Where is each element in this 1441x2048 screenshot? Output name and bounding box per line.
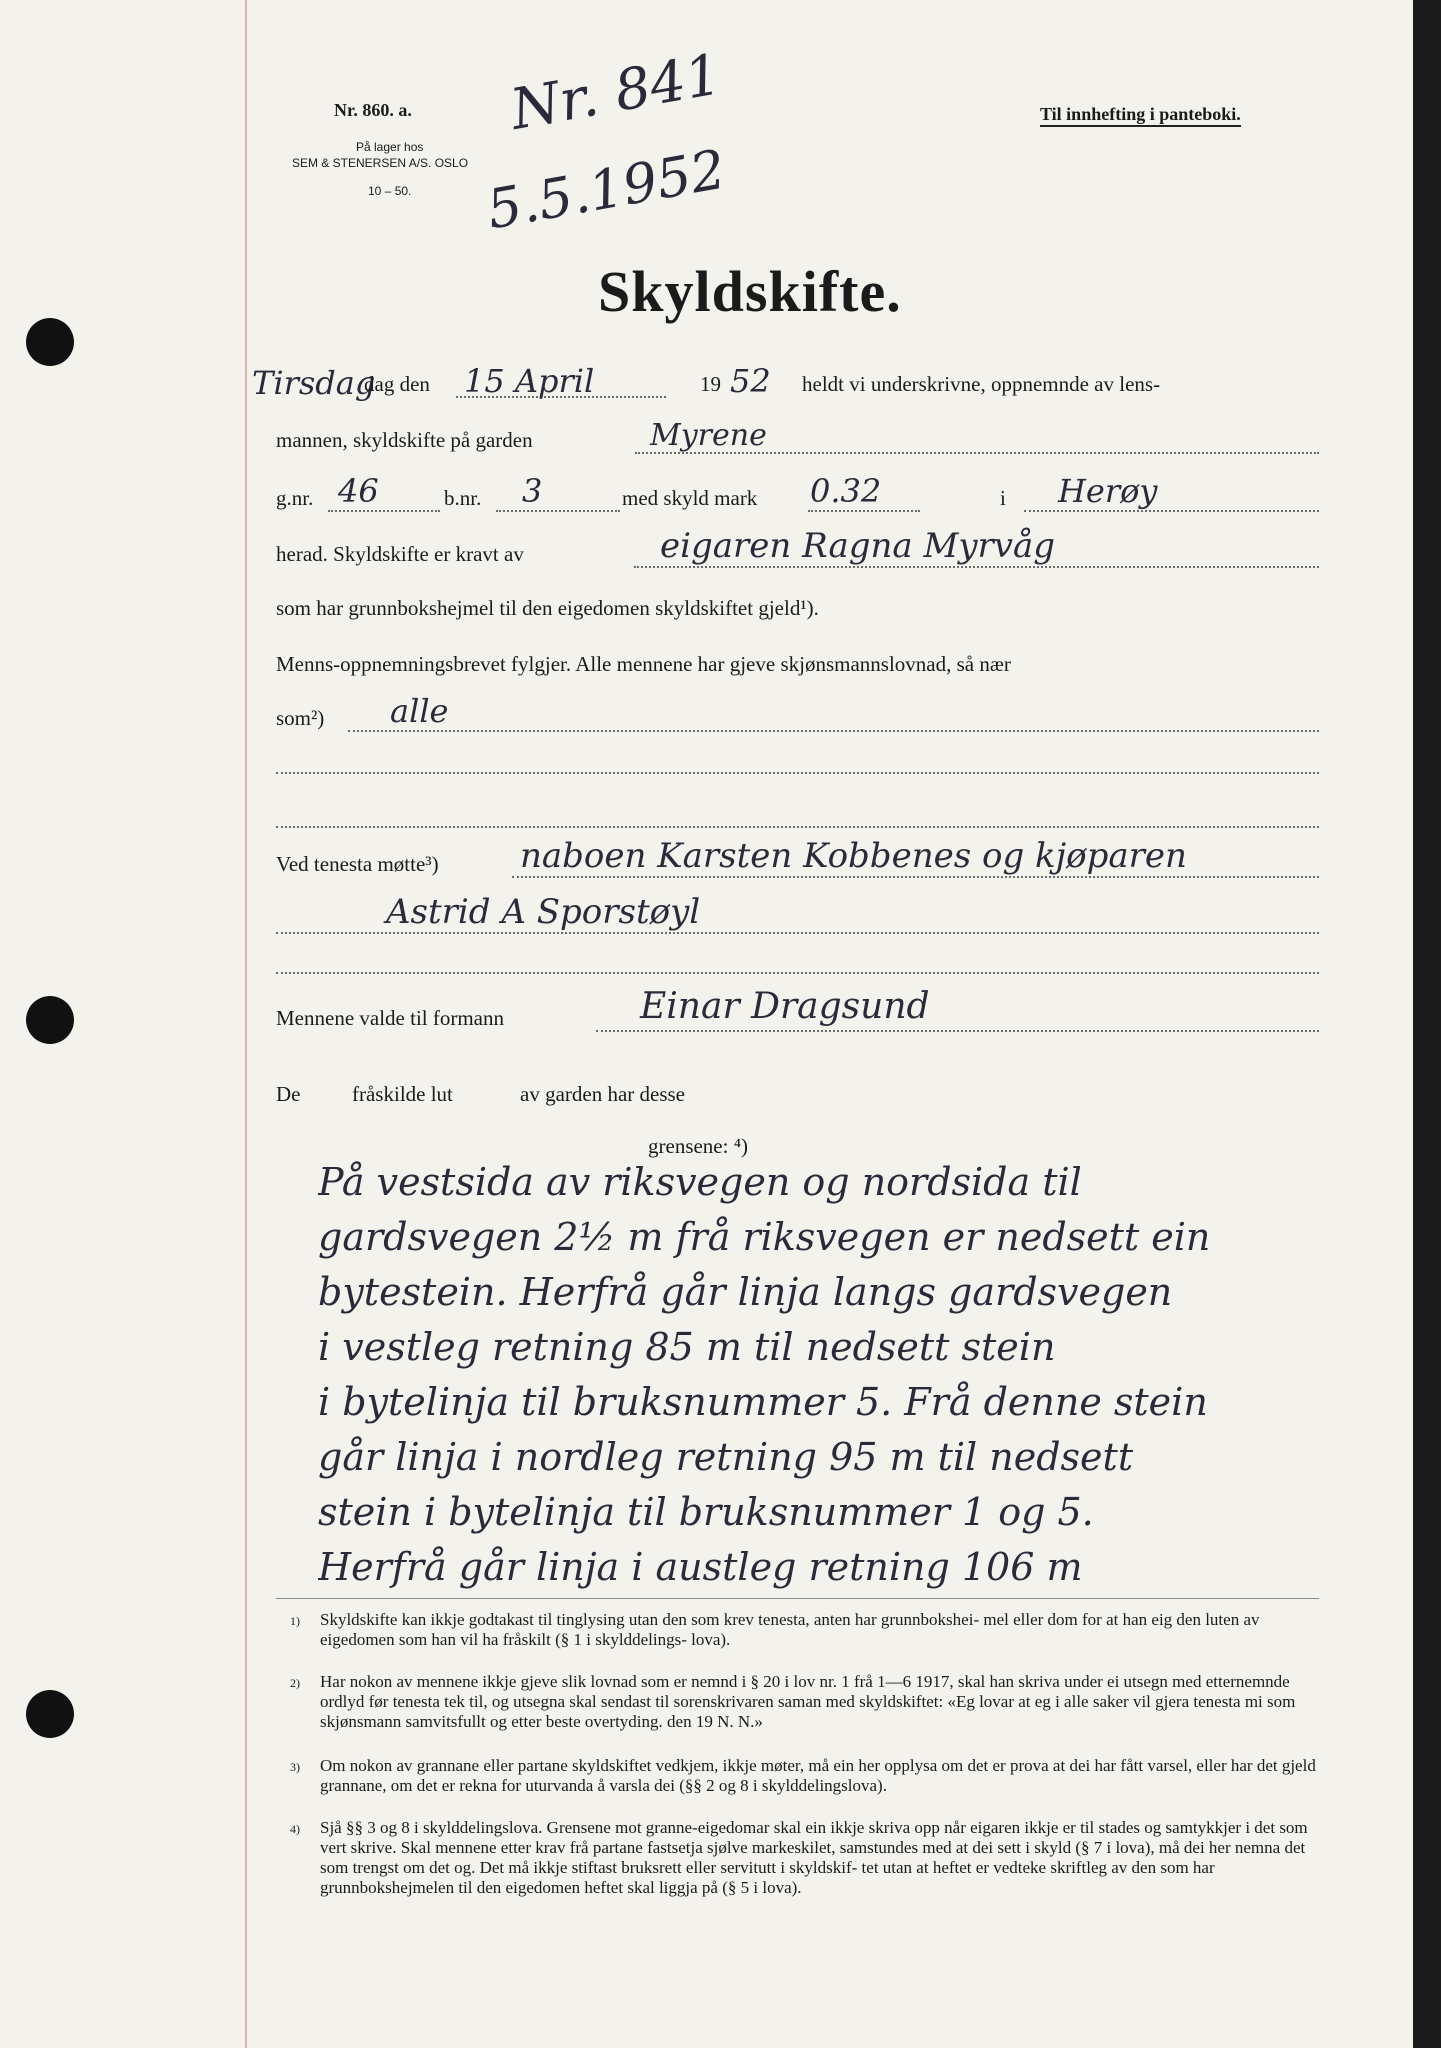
year-hand: 52 xyxy=(730,362,771,400)
boundary-line: i bytelinja til bruksnummer 5. Frå denne stein xyxy=(318,1380,1208,1424)
gnr-hand: 46 xyxy=(338,472,379,510)
publisher-line: 10 – 50. xyxy=(368,184,412,198)
line9-text: Mennene valde til formann xyxy=(276,1006,505,1030)
farm-hand: Myrene xyxy=(650,418,767,453)
place-hand: Herøy xyxy=(1058,472,1158,510)
line10-rest: av garden har desse xyxy=(520,1082,686,1106)
line5-text: som har grunnbokshejmel til den eigedomen skyldskiftet gjeld¹). xyxy=(276,596,819,620)
boundary-line: bytestein. Herfrå går linja langs gardsvegen xyxy=(318,1270,1173,1314)
line2-text: mannen, skyldskifte på garden xyxy=(276,428,533,452)
label-skyld: med skyld mark xyxy=(622,486,758,510)
label-bnr: b.nr. xyxy=(444,486,482,510)
label-i: i xyxy=(1000,486,1006,510)
line4-text: herad. Skyldskifte er kravt av xyxy=(276,542,524,566)
punch-hole xyxy=(26,996,74,1044)
chairman-hand: Einar Dragsund xyxy=(640,986,930,1027)
bnr-hand: 3 xyxy=(522,472,543,510)
footnote-mark: 2) xyxy=(290,1676,300,1690)
boundary-line: går linja i nordleg retning 95 m til nedsett xyxy=(318,1435,1134,1479)
boundary-line: stein i bytelinja til bruksnummer 1 og 5. xyxy=(318,1490,1094,1534)
footnote-3: Om nokon av grannane eller partane skyldskiftet vedkjem, ikkje møter, må ein her opplysa om det er prova at dei har fått varsel, eller har det gjeld grannane, om det er rekna for uturvanda å varsla dei (§§ 2 og 8 i skylddelingslova). xyxy=(320,1756,1316,1795)
line11-text: grensene: ⁴) xyxy=(648,1134,749,1158)
weekday-hand: Tirsdag xyxy=(252,364,376,402)
margin-line xyxy=(245,0,247,2048)
footnote-2: Har nokon av mennene ikkje gjeve slik lovnad som er nemnd i § 20 i lov nr. 1 frå 1—6 1917, skal han skriva under ei utsegn med etternemnde ordlyd før tenesta tek til, og utsegna skal sendast til sorenskrivaren saman med skyldskiftet: «Eg lovar at eg i alle saker vil gjera tenesta mi som skjønsmann samvitsfullt og etter beste overtyding. den 19 N. N.» xyxy=(320,1672,1296,1731)
line7-text: som²) xyxy=(276,706,325,730)
footnote-4: Sjå §§ 3 og 8 i skylddelingslova. Grensene mot granne-eigedomar skal ein ikkje skriva opp når eigaren ikkje er til stades og samtykkjer i det som vert skrive. Skal mennene etter krav frå partane fastsetja sjølve markeskilet, samstundes med at dei sett i skyld (§ 7 i lova), må dei her nemna det som trengst om det og. Det må ikkje stiftast bruksrett eller servitutt i skyldskif- tet utan at heftet er vedteke skriftleg av den som har grunnbokshejmelen til den eigedomen heftet skal liggja på (§ 5 i lova). xyxy=(320,1818,1308,1897)
form-number: Nr. 860. a. xyxy=(334,100,412,120)
label-lut: fråskilde lut xyxy=(352,1082,453,1106)
boundary-line: På vestsida av riksvegen og nordsida til xyxy=(318,1160,1082,1204)
requester-hand: eigaren Ragna Myrvåg xyxy=(660,526,1056,566)
skyld-hand: 0.32 xyxy=(810,472,882,510)
boundary-line: Herfrå går linja i austleg retning 106 m xyxy=(318,1545,1083,1589)
publisher-line: På lager hos xyxy=(356,140,424,154)
date-hand: 15 April xyxy=(464,362,595,400)
line8-hand1: naboen Karsten Kobbenes og kjøparen xyxy=(520,836,1187,876)
footnote-mark: 4) xyxy=(290,1822,300,1836)
footnote-1: Skyldskifte kan ikkje godtakast til tinglysing utan den som krev tenesta, anten har grunnbokshei- mel eller dom for at han eig den luten av eigedomen som han vil ha fråskilt (§ 1 i skylddelings- lova). xyxy=(320,1610,1260,1649)
registration-date: 5.5.1952 xyxy=(482,137,731,242)
scan-edge xyxy=(1413,0,1441,2048)
punch-hole xyxy=(26,318,74,366)
label-de: De xyxy=(276,1082,301,1106)
footnote-mark: 3) xyxy=(290,1760,300,1774)
line6-text: Menns-oppnemningsbrevet fylgjer. Alle mennene har gjeve skjønsmannslovnad, så nær xyxy=(276,652,1011,676)
label-19: 19 xyxy=(700,372,721,396)
line8-text: Ved tenesta møtte³) xyxy=(276,852,439,876)
label-dag: dag den xyxy=(364,372,430,396)
page-title: Skyldskifte. xyxy=(598,259,902,324)
label-gnr: g.nr. xyxy=(276,486,314,510)
boundary-line: i vestleg retning 85 m til nedsett stein xyxy=(318,1325,1056,1369)
registration-number: Nr. 841 xyxy=(505,42,727,143)
line1-rest: heldt vi underskrivne, oppnemnde av lens- xyxy=(802,372,1161,396)
line7-hand: alle xyxy=(390,692,449,730)
line8-hand2: Astrid A Sporstøyl xyxy=(386,892,701,932)
binding-note: Til innhefting i panteboki. xyxy=(1040,104,1241,127)
publisher-line: SEM & STENERSEN A/S. OSLO xyxy=(292,156,469,170)
footnote-mark: 1) xyxy=(290,1614,300,1628)
boundary-line: gardsvegen 2½ m frå riksvegen er nedsett ein xyxy=(318,1215,1211,1259)
punch-hole xyxy=(26,1690,74,1738)
